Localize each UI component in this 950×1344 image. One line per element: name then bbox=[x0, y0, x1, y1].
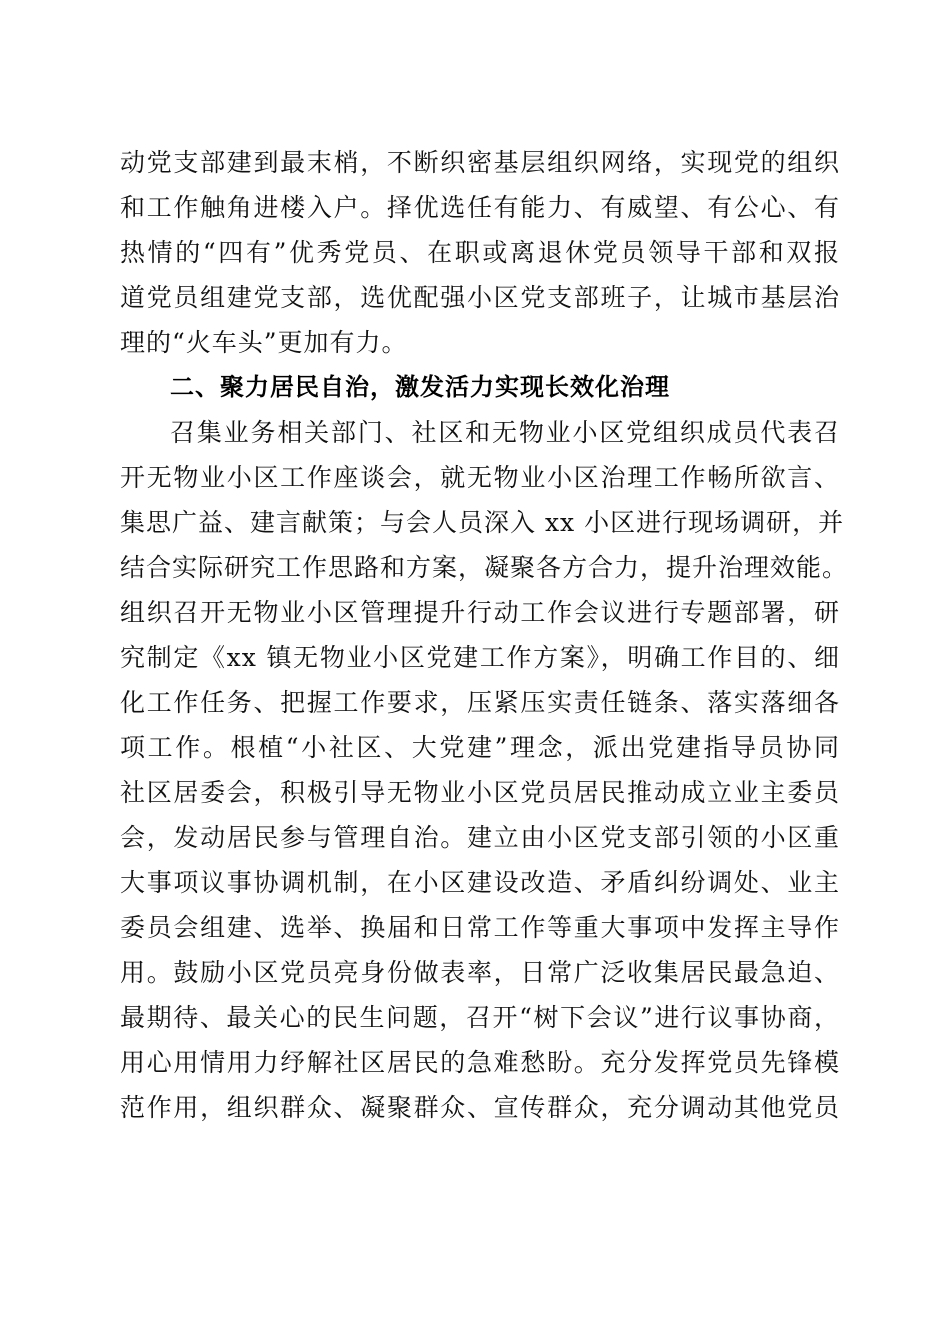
document-body bbox=[120, 140, 849, 1130]
paragraph-line: 用心用情用力纾解社区居民的急难愁盼。充分发挥党员先锋模 bbox=[120, 1048, 840, 1077]
paragraph-line: 结合实际研究工作思路和方案，凝聚各方合力，提升治理效能。 bbox=[120, 553, 849, 582]
paragraph-line: 开无物业小区工作座谈会，就无物业小区治理工作畅所欲言、 bbox=[120, 463, 840, 492]
paragraph-line: 化工作任务、把握工作要求，压紧压实责任链条、落实落细各 bbox=[120, 688, 840, 717]
paragraph-line: 用。鼓励小区党员亮身份做表率，日常广泛收集居民最急迫、 bbox=[120, 958, 840, 987]
paragraph-line: 会，发动居民参与管理自治。建立由小区党支部引领的小区重 bbox=[120, 823, 840, 852]
paragraph-line: 理的“火车头”更加有力。 bbox=[120, 328, 408, 357]
paragraph-line: 热情的“四有”优秀党员、在职或离退休党员领导干部和双报 bbox=[120, 238, 840, 267]
paragraph-line: 委员会组建、选举、换届和日常工作等重大事项中发挥主导作 bbox=[120, 913, 840, 942]
paragraph-line: 最期待、最关心的民生问题，召开“树下会议”进行议事协商， bbox=[120, 1003, 840, 1032]
paragraph-line: 范作用，组织群众、凝聚群众、宣传群众，充分调动其他党员 bbox=[120, 1093, 840, 1122]
paragraph-line: 项工作。根植“小社区、大党建”理念，派出党建指导员协同 bbox=[120, 733, 840, 762]
paragraph-line: 集思广益、建言献策；与会人员深入 xx 小区进行现场调研，并 bbox=[120, 508, 845, 537]
paragraph-line: 召集业务相关部门、社区和无物业小区党组织成员代表召 bbox=[170, 418, 840, 447]
paragraph-line: 道党员组建党支部，选优配强小区党支部班子，让城市基层治 bbox=[120, 283, 840, 312]
paragraph-line: 和工作触角进楼入户。择优选任有能力、有威望、有公心、有 bbox=[120, 193, 840, 222]
paragraph-2 bbox=[120, 410, 849, 1130]
paragraph-line: 组织召开无物业小区管理提升行动工作会议进行专题部署，研 bbox=[120, 598, 840, 627]
paragraph-1 bbox=[120, 140, 840, 365]
paragraph-line: 社区居委会，积极引导无物业小区党员居民推动成立业主委员 bbox=[120, 778, 840, 807]
paragraph-line: 大事项议事协调机制，在小区建设改造、矛盾纠纷调处、业主 bbox=[120, 868, 840, 897]
paragraph-line: 究制定《xx 镇无物业小区党建工作方案》，明确工作目的、细 bbox=[120, 643, 840, 672]
paragraph-line: 动党支部建到最末梢，不断织密基层组织网络，实现党的组织 bbox=[120, 148, 840, 177]
section-heading: 二、聚力居民自治，激发活力实现长效化治理 bbox=[170, 373, 670, 401]
